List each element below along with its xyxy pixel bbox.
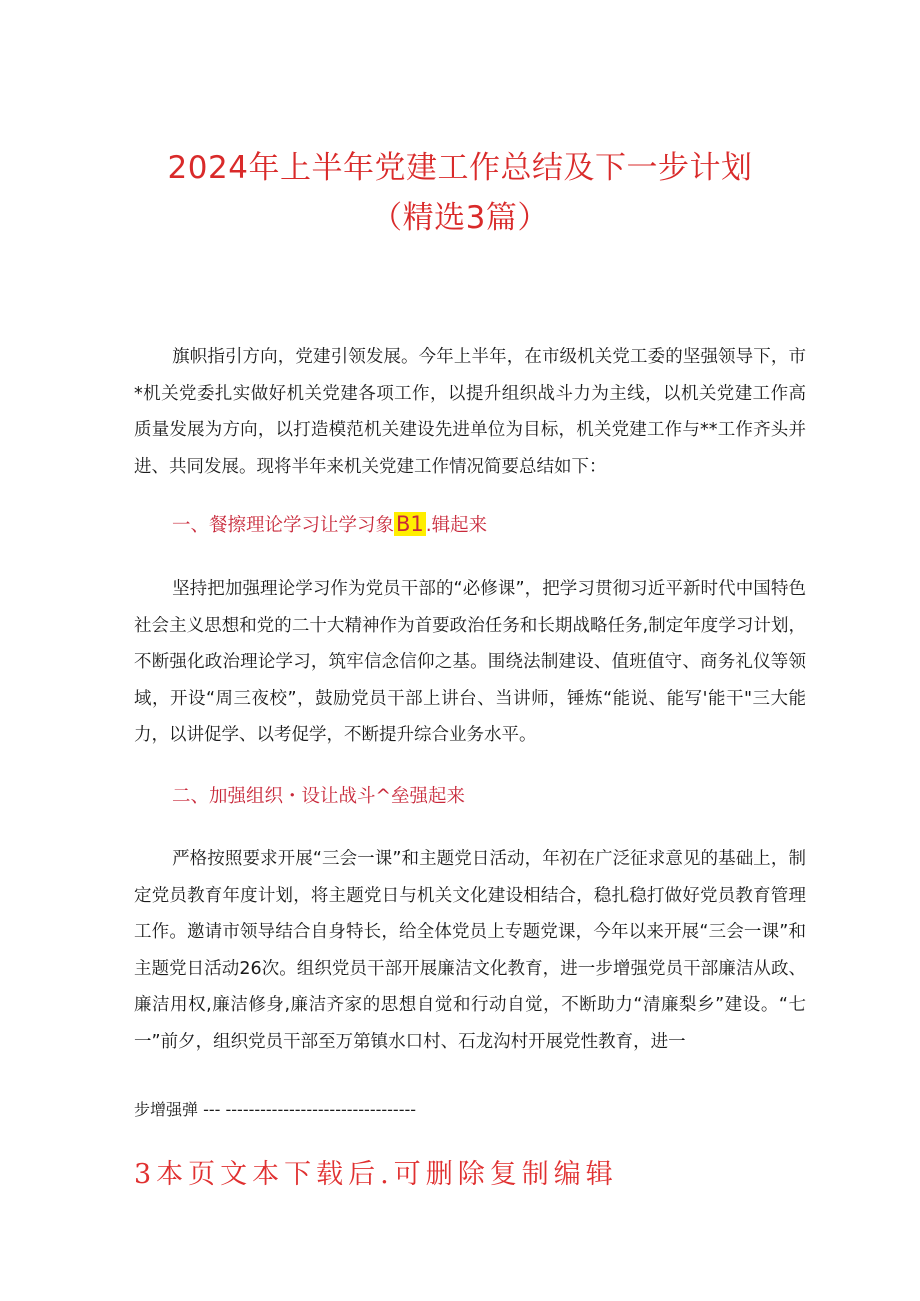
section-1-paragraph (134, 571, 806, 754)
document-title: 2024年上半年党建工作总结及下一步计划 (167, 150, 753, 186)
intro-text: 旗帜指引方向，党建引领发展。今年上半年，在市级机关党工委的坚强领导下，市*机关党委扎实做好机关党建各项工作，以提升组织战斗力为主线，以机关党建工作高质量发展为方向，以打造模范机关建设先进单位为目标，机关党建工作与**工作齐头并进、共同发展。现将半年来机关党建工作情况简要总结如下： (134, 347, 806, 477)
continuation-line: 步增强弹 --- --------------------------------- (134, 1100, 417, 1119)
section-2-text: 严格按照要求开展“三会一课”和主题党日活动，年初在广泛征求意见的基础上，制定党员教育年度计划，将主题党日与机关文化建设相结合，稳扎稳打做好党员教育管理工作。邀请市领导结合自身特长，给全体党员上专题党课，今年以来开展“三会一课”和主题党日活动26次。组织党员干部开展廉洁文化教育，进一步增强党员干部廉洁从政、廉洁用权,廉洁修身,廉洁齐家的思想自觉和行动自觉，不断助力“清廉梨乡”建设。“七一”前夕，组织党员干部至万第镇水口村、石龙沟村开展党性教育，进一 (134, 849, 806, 1052)
document-subtitle: （精选3篇） (371, 200, 549, 236)
section-1-heading (172, 511, 487, 537)
section-1-text: 坚持把加强理论学习作为党员干部的“必修课”，把学习贯彻习近平新时代中国特色社会主义思想和党的二十大精神作为首要政治任务和长期战略任务,制定年度学习计划，不断强化政治理论学习，筑牢信念信仰之基。围绕法制建设、值班值守、商务礼仪等领域，开设“周三夜校”，鼓励党员干部上讲台、当讲师，锤炼“能说、能写'能干"三大能力，以讲促学、以考促学，不断提升综合业务水平。 (134, 579, 806, 745)
highlighted-text: B1 (396, 512, 424, 536)
section-1-heading-prefix: 一、餐擦理论学习让学习象 (172, 515, 395, 536)
footer-note: 3本页文本下载后.可删除复制编辑 (134, 1159, 618, 1190)
section-2-heading: 二、加强组织・设让战斗^垒强起来 (172, 786, 466, 807)
intro-paragraph (134, 339, 806, 485)
section-1-heading-suffix: .辑起来 (425, 515, 488, 536)
section-2-paragraph (134, 841, 806, 1060)
